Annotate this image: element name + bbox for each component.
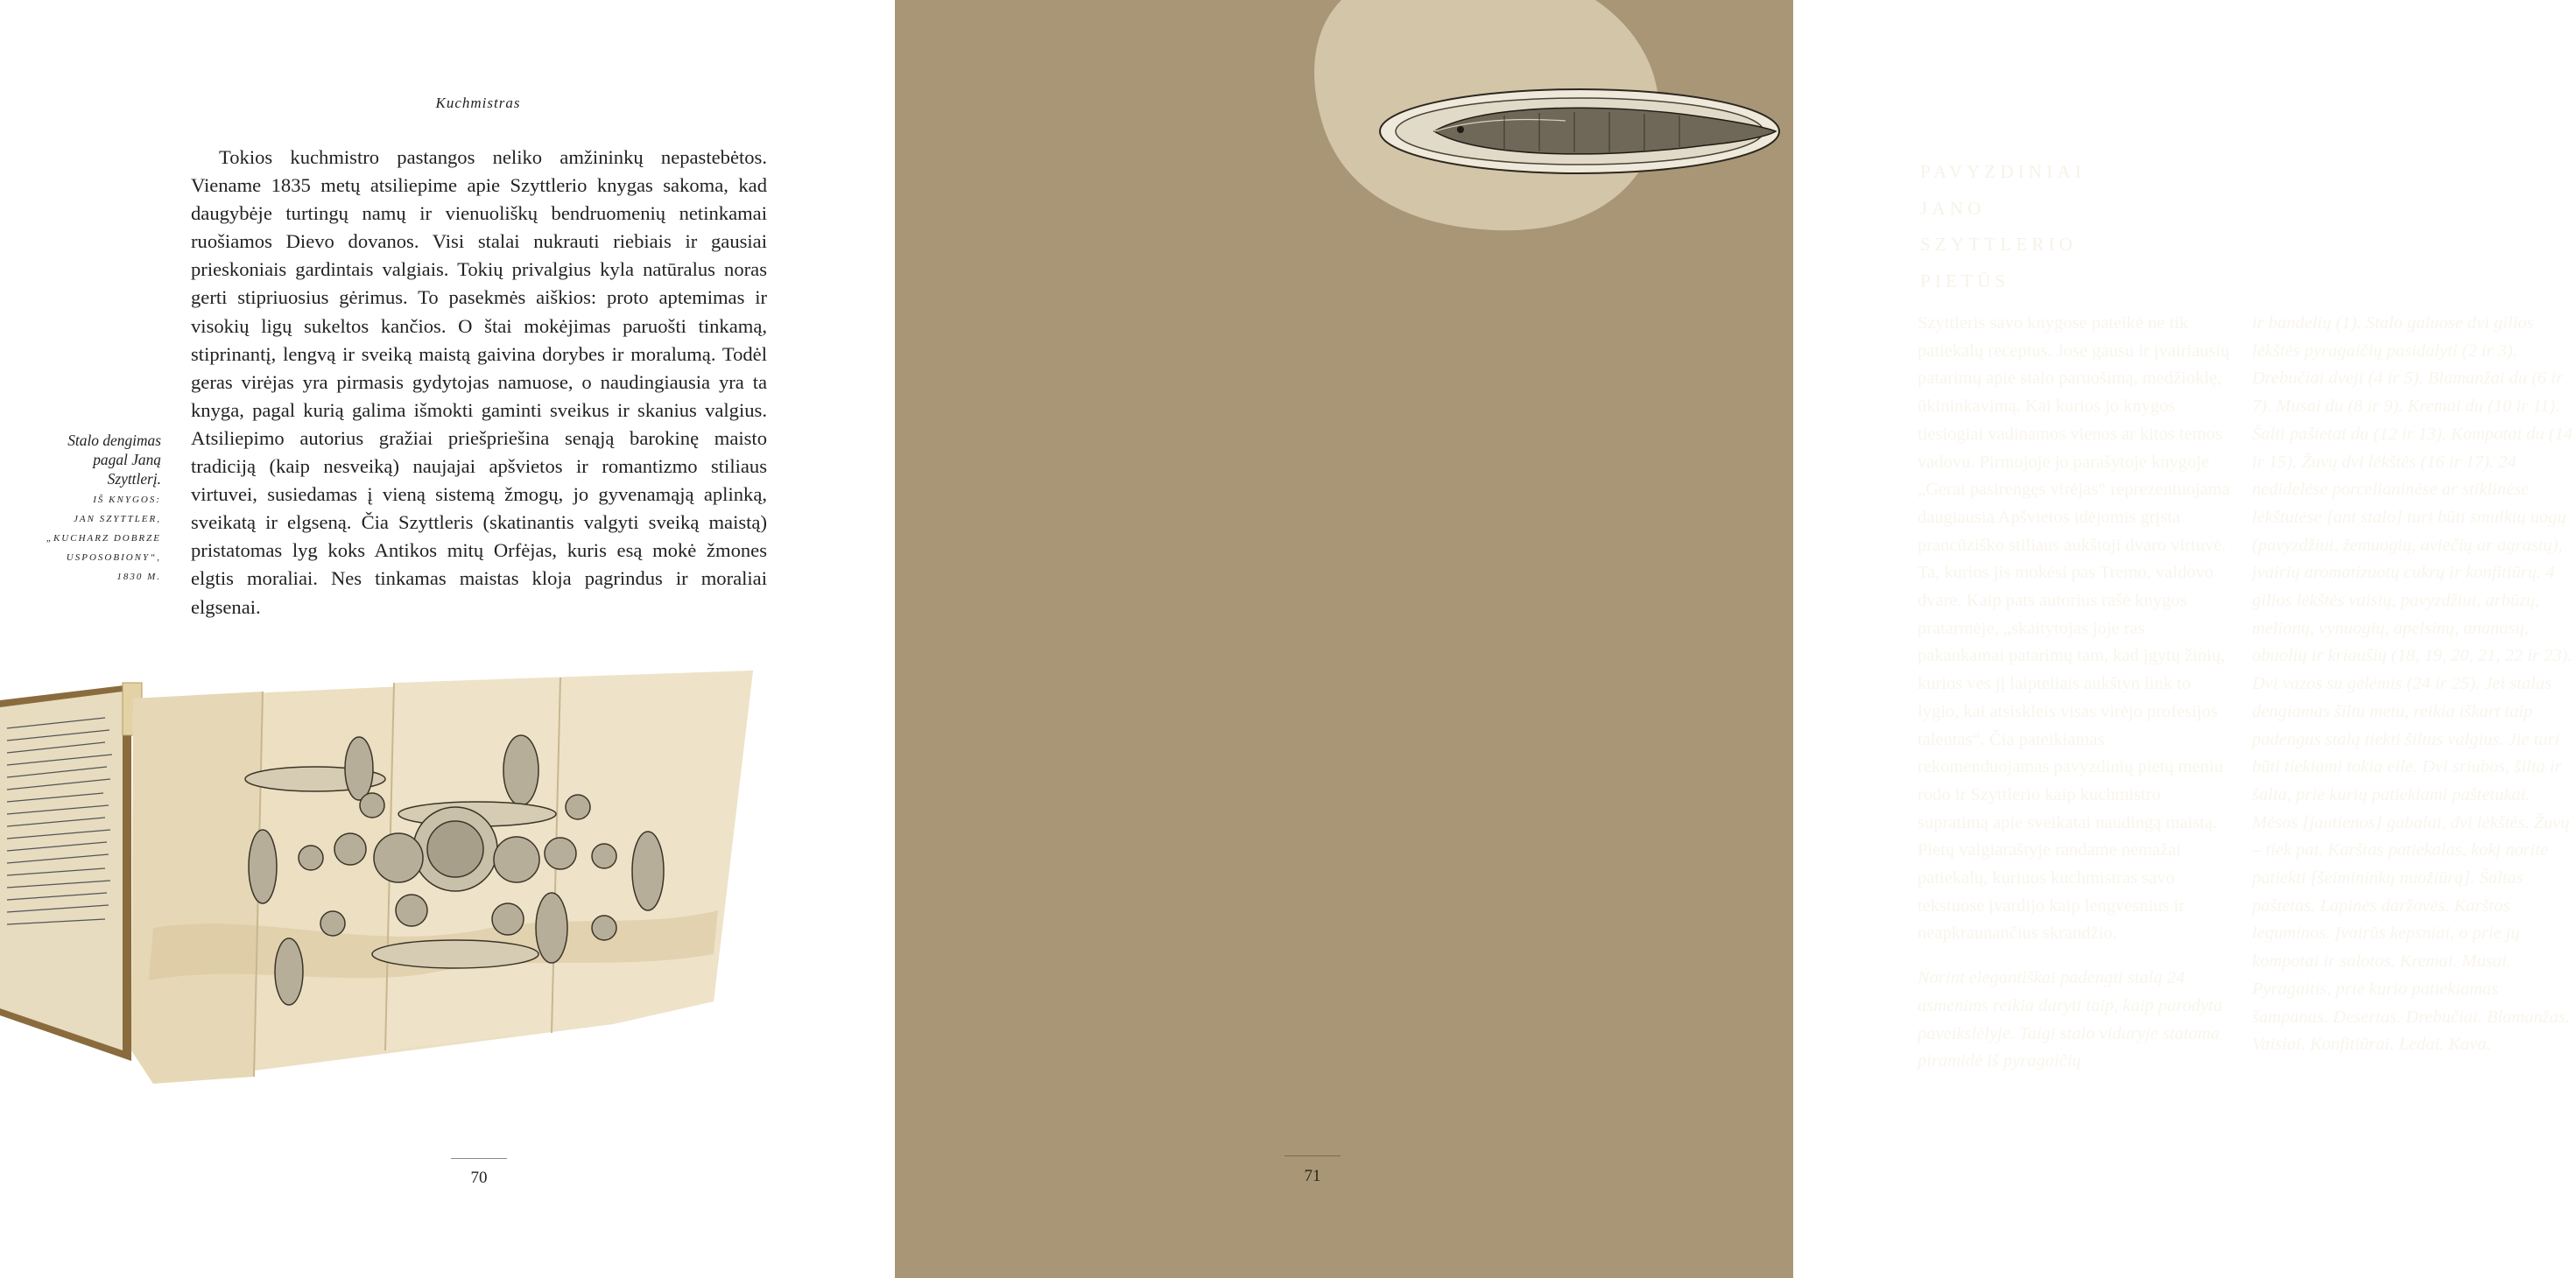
section-title (1920, 154, 2086, 299)
left-page (0, 0, 895, 1278)
section-title-line: JANO SZYTTLERIO (1920, 197, 2078, 255)
text-column-right (2252, 310, 2576, 1059)
caption-source-line: 1830 M. (116, 572, 161, 582)
column-italic-paragraph: ir bandelių (1). Stalo galuose dvi gilios lėkštės pyragaičių pasidalyti (2 ir 3). Drebučiai dveji (4 ir 5). Blamanžai du (6 ir 7). Musai du (8 ir 9). Kremai du (10 ir 11). Šalti paštetai du (12 ir 13). Kompotai du (14 ir 15). Žuvų dvi lėkštės (16 ir 17). 24 nedidelėse porcelianinėse ar stiklinėse lėkštutėse [ant stalo] turi būti smulkių uogų (pavyzdžiui, žemuogių, aviečių ar agrastų), įvairių aromatizuotų cukrų ir konfitiūrų. 4 gilios lėkštės vaisių, pavyzdžiui, arbūzų, melionų, vynuogių, apelsinų, ananasų, obuolių ir kriaušių (18, 19, 20, 21, 22 ir 23). Dvi vazos su gėlėmis (24 ir 25). Jei stalas dengiamas šiltu metu, reikia iškart taip padengus stalą tiekti šiltus valgius. Jie turi būti tiekiami tokia eile. Dvi sriubos, šilta ir šalta, prie kurių patiekiami paštetukai. Mėsos [jautienos] gabalai, dvi lėkštės. Žuvų – tiek pat. Karštas patiekalas, kokį norite patiekti [šeimininkų nuožiūrą]. Šaltas paštetas. Lapinės daržovės. Karštos leguminos. Įvairūs kepsniai, o prie jų kompotai ir salotos. Kremai. Musai. Pyragaitis, prie kurio patiekiamas šampanas. Desertas. Drebučiai. Blamanžas. Vaisiai. Konfitiūrai. Ledai. Kava. (2252, 313, 2573, 1055)
running-head: Kuchmistras (435, 95, 521, 111)
section-title-line: PAVYZDINIAI (1920, 161, 2087, 182)
page-number-right: 71 (1304, 1167, 1321, 1185)
section-title-line: PIETŪS (1920, 270, 2010, 291)
caption-title-line: pagal Janą (93, 451, 161, 468)
caption-source (35, 490, 161, 586)
caption-source-line: JAN SZYTTLER, (74, 514, 161, 524)
right-page (895, 0, 2573, 1278)
caption-title-line: Szyttlerį. (107, 470, 161, 488)
caption-source-line: „KUCHARZ DOBRZE (46, 533, 161, 544)
body-paragraph: Tokios kuchmistro pastangos neliko amžininkų nepastebėtos. Viename 1835 metų atsiliepime apie Szyttlerio knygas sakoma, kad daugybėje turtingų namų ir vienuoliškų bendruomenių netinkamai ruošiamos Dievo dovanos. Visi stalai nukrauti riebiais ir gausiai prieskoniais gardintais valgiais. Tokių privalgius kyla natūralus noras gerti stipriuosius gėrimus. To pasekmės aiškios: proto aptemimas ir visokių ligų sukeltos kančios. O štai mokėjimas paruošti tinkamą, stiprinantį, lengvą ir sveiką maistą gaivina dorybes ir moralumą. Todėl geras virėjas yra pirmasis gydytojas namuose, o naudingiausia yra ta knyga, pagal kurią galima išmokti gaminti sveikus ir skanius valgius. Atsiliepimo autorius gražiai priešpriešina senąją barokinę maisto tradiciją (kaip nesveiką) naujajai apšvietos ir romantizmo stiliaus virtuvei, susiedamas į vieną sistemą žmogų, jo gyvenamąją aplinką, sveikatą ir elgseną. Čia Szyttleris (skatinantis valgyti sveiką maistą) pristatomas lyg koks Antikos mitų Orfėjas, kuris esą mokė žmones elgtis moraliai. Nes tinkamas maistas kloja pagrindus ir moraliai elgsenai. (191, 146, 767, 618)
text-column-left (1918, 310, 2233, 1076)
column-paragraph: Szyttleris savo knygose pateikė ne tik patiekalų receptus. Jose gausu ir įvairiausių patarimų apie stalo paruošimą, medžioklę, ūkininkavimą. Kai kurios jo knygos tiesiogiai vadinamos vienos ar kitos temos vadovu. Pirmojoje jo parašytoje knygoje „Gerai pasirengęs virėjas“ reprezentuojama daugiausia Apšvietos idėjomis grįsta prancūziško stiliaus aukštoji dvaro virtuvė. Ta, kurios jis mokėsi pas Tremo, valdovo dvare. Kaip pats autorius rašė knygos pratarmėje, „skaitytojas joje ras pakankamai patarimų tam, kad įgytų žinių, kurios ves jį laipteliais aukštyn link to lygio, kai atsiskleis visas virėjo profesijos talentas“. Čia pateikiamas rekomenduojamas pavyzdinių pietų meniu rodo ir Szyttlerio kaip kuchmistro supratimą apie sveikatai naudingą maistą. Pietų valgiaraštyje randame nemažai patiekalų, kuriuos kuchmistras savo tekstuose įvardijo kaip lengvesnius ir neapkraunančius skrandžio. (1918, 313, 2230, 944)
figure-caption (35, 431, 161, 586)
caption-source-line: USPOSOBIONY“, (66, 552, 161, 563)
caption-title (35, 431, 161, 488)
caption-source-line: IŠ KNYGOS: (93, 495, 161, 505)
page-number-left: 70 (470, 1169, 488, 1187)
fish-platter-illustration (1373, 86, 1776, 177)
column-italic-paragraph: Norint elegantiškai padengti stalą 24 asmenims reikia daryti taip, kaip parodyta paveikslėlyje. Taigi stalo viduryje statoma piramidė iš pyragaičių (1918, 968, 2223, 1071)
folio-rule-right (1284, 1155, 1341, 1156)
caption-title-line: Stalo dengimas (67, 432, 161, 449)
table-setting-book-illustration (0, 665, 788, 1085)
folio-rule-left (451, 1158, 507, 1159)
